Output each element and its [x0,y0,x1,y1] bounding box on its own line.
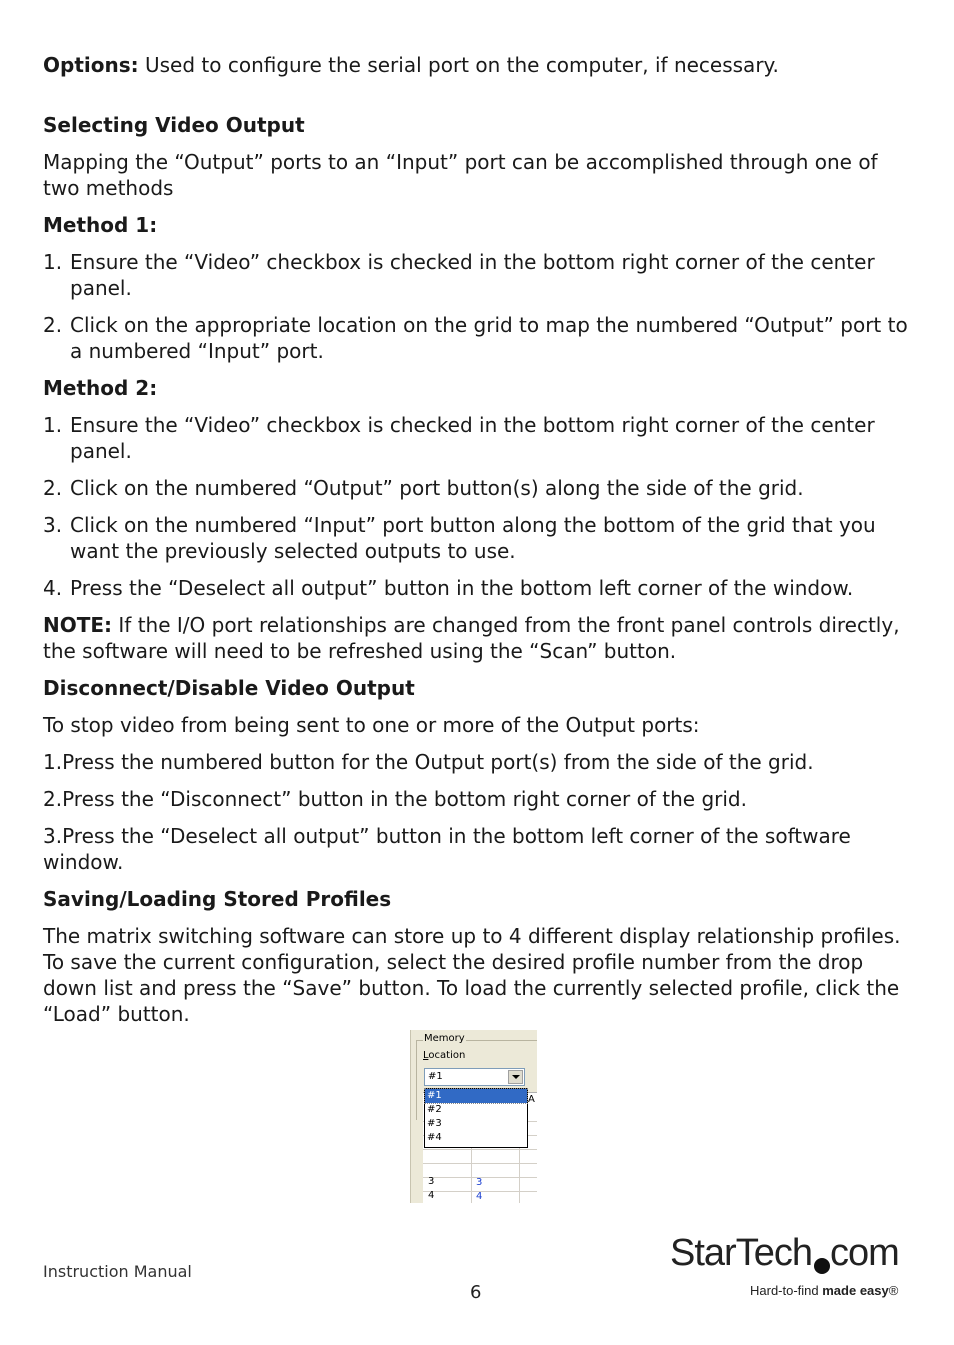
selecting-heading: Selecting Video Output [43,113,305,137]
location-option-4[interactable]: #4 [427,1132,442,1143]
list-item: 4. Press the “Deselect all output” button in the bottom left corner of the window. [43,576,854,600]
startech-logo [670,1232,910,1302]
manual-page-content [43,52,918,1038]
logo-brand: StarTech [670,1232,812,1274]
list-item: 3.Press the “Deselect all output” button in the bottom left corner of the software window. [43,824,851,874]
options-text: Used to configure the serial port on the computer, if necessary. [138,53,779,77]
note-paragraph [43,612,918,664]
list-item: 2. Click on the numbered “Output” port button(s) along the side of the grid. [43,476,804,500]
method2-heading: Method 2: [43,376,158,400]
selecting-intro: Mapping the “Output” ports to an “Input” port can be accomplished through one of two methods [43,150,878,200]
grid-cell: 3 [428,1176,435,1187]
location-label: Location [423,1050,466,1061]
logo-com: com [830,1232,899,1274]
location-dropdown-list[interactable] [424,1088,528,1148]
footer-manual-label: Instruction Manual [43,1262,192,1281]
disconnect-heading: Disconnect/Disable Video Output [43,676,415,700]
grid-cell: 3 [476,1177,483,1188]
list-item: 1. Ensure the “Video” checkbox is checked in the bottom right corner of the center panel. [43,250,875,300]
memory-group-label: Memory [424,1033,465,1044]
profiles-heading: Saving/Loading Stored Profiles [43,887,392,911]
location-option-1[interactable]: #1 [425,1089,527,1103]
list-item: 2.Press the “Disconnect” button in the bottom right corner of the grid. [43,787,747,811]
location-select[interactable] [424,1068,525,1086]
chevron-down-icon[interactable] [508,1070,523,1084]
page-number: 6 [470,1282,482,1303]
logo-dot-icon [814,1258,830,1274]
grid-cell: 4 [428,1190,435,1201]
method1-heading: Method 1: [43,213,158,237]
location-select-value: #1 [428,1071,443,1082]
options-paragraph [43,52,918,78]
list-item: 2. Click on the appropriate location on the grid to map the numbered “Output” port to a numbered “Input” port. [43,313,908,363]
grid-column-head: A [528,1094,535,1105]
memory-location-screenshot [410,1030,537,1203]
options-label: Options: [43,53,139,77]
list-item: 3. Click on the numbered “Input” port button along the bottom of the grid that you want the previously selected outputs to use. [43,513,876,563]
note-label: NOTE: [43,613,113,637]
logo-tagline: Hard-to-find made easy® [750,1283,899,1298]
note-text: If the I/O port relationships are changed from the front panel controls directly, the software will need to be refreshed using the “Scan” button. [43,613,900,663]
location-option-3[interactable]: #3 [427,1118,442,1129]
list-item: 1.Press the numbered button for the Output port(s) from the side of the grid. [43,750,814,774]
profiles-text: The matrix switching software can store up to 4 different display relationship profiles. To save the current configuration, select the desired profile number from the drop down list and press the “Save” button. To load the currently selected profile, click the “Load” button. [43,924,901,1026]
list-item: 1. Ensure the “Video” checkbox is checked in the bottom right corner of the center panel. [43,413,875,463]
location-option-2[interactable]: #2 [427,1104,442,1115]
grid-cell: 4 [476,1191,483,1202]
disconnect-intro: To stop video from being sent to one or more of the Output ports: [43,713,700,737]
